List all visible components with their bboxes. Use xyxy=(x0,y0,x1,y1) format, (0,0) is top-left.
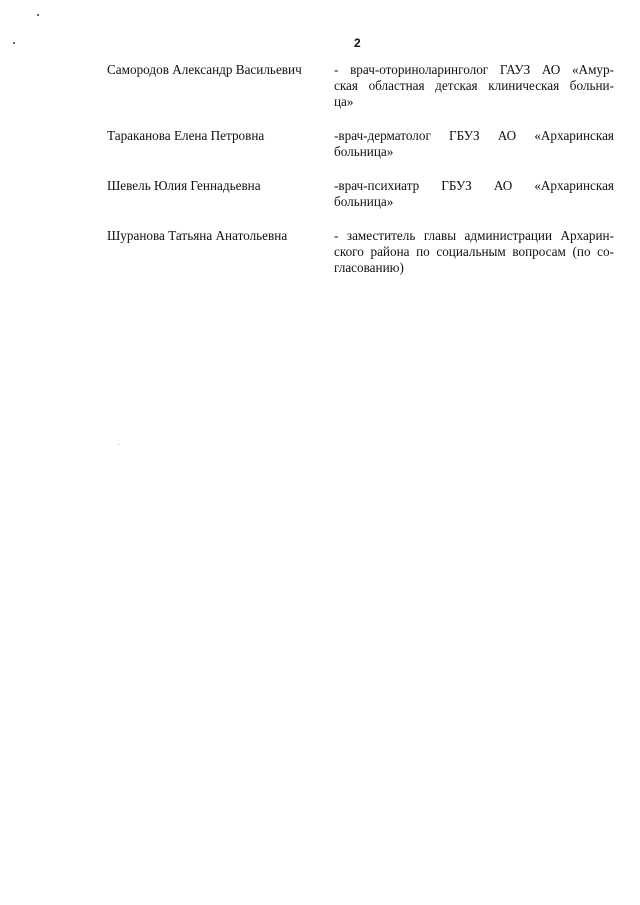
member-row xyxy=(107,178,617,210)
member-role-line: - заместитель главы администрации Архарин- xyxy=(334,228,614,243)
member-role-line: ская областная детская клиническая больни- xyxy=(334,78,614,93)
member-role xyxy=(334,228,614,276)
member-role xyxy=(334,128,614,160)
member-role-line: ца» xyxy=(334,94,354,109)
member-role-line: больница» xyxy=(334,194,394,209)
member-role xyxy=(334,178,614,210)
member-name: Шуранова Татьяна Анатольевна xyxy=(107,228,288,243)
scan-speck xyxy=(118,444,119,445)
member-row xyxy=(107,228,617,276)
member-name: Шевель Юлия Геннадьевна xyxy=(107,178,261,193)
member-role-line: больница» xyxy=(334,144,394,159)
member-role-line: -врач-психиатр ГБУЗ АО «Архаринская xyxy=(334,178,614,193)
member-role-line: гласованию) xyxy=(334,260,404,275)
page-number: 2 xyxy=(354,36,361,50)
scan-speck xyxy=(37,14,39,16)
member-list xyxy=(107,62,617,276)
member-role-line: -врач-дерматолог ГБУЗ АО «Архаринская xyxy=(334,128,614,143)
member-row xyxy=(107,128,617,160)
member-row xyxy=(107,62,617,110)
member-name: Тараканова Елена Петровна xyxy=(107,128,265,143)
member-name: Самородов Александр Васильевич xyxy=(107,62,302,77)
member-role-line: - врач-оториноларинголог ГАУЗ АО «Амур- xyxy=(334,62,614,77)
member-role-line: ского района по социальным вопросам (по со- xyxy=(334,244,614,259)
scan-speck xyxy=(13,42,15,44)
member-role xyxy=(334,62,614,110)
